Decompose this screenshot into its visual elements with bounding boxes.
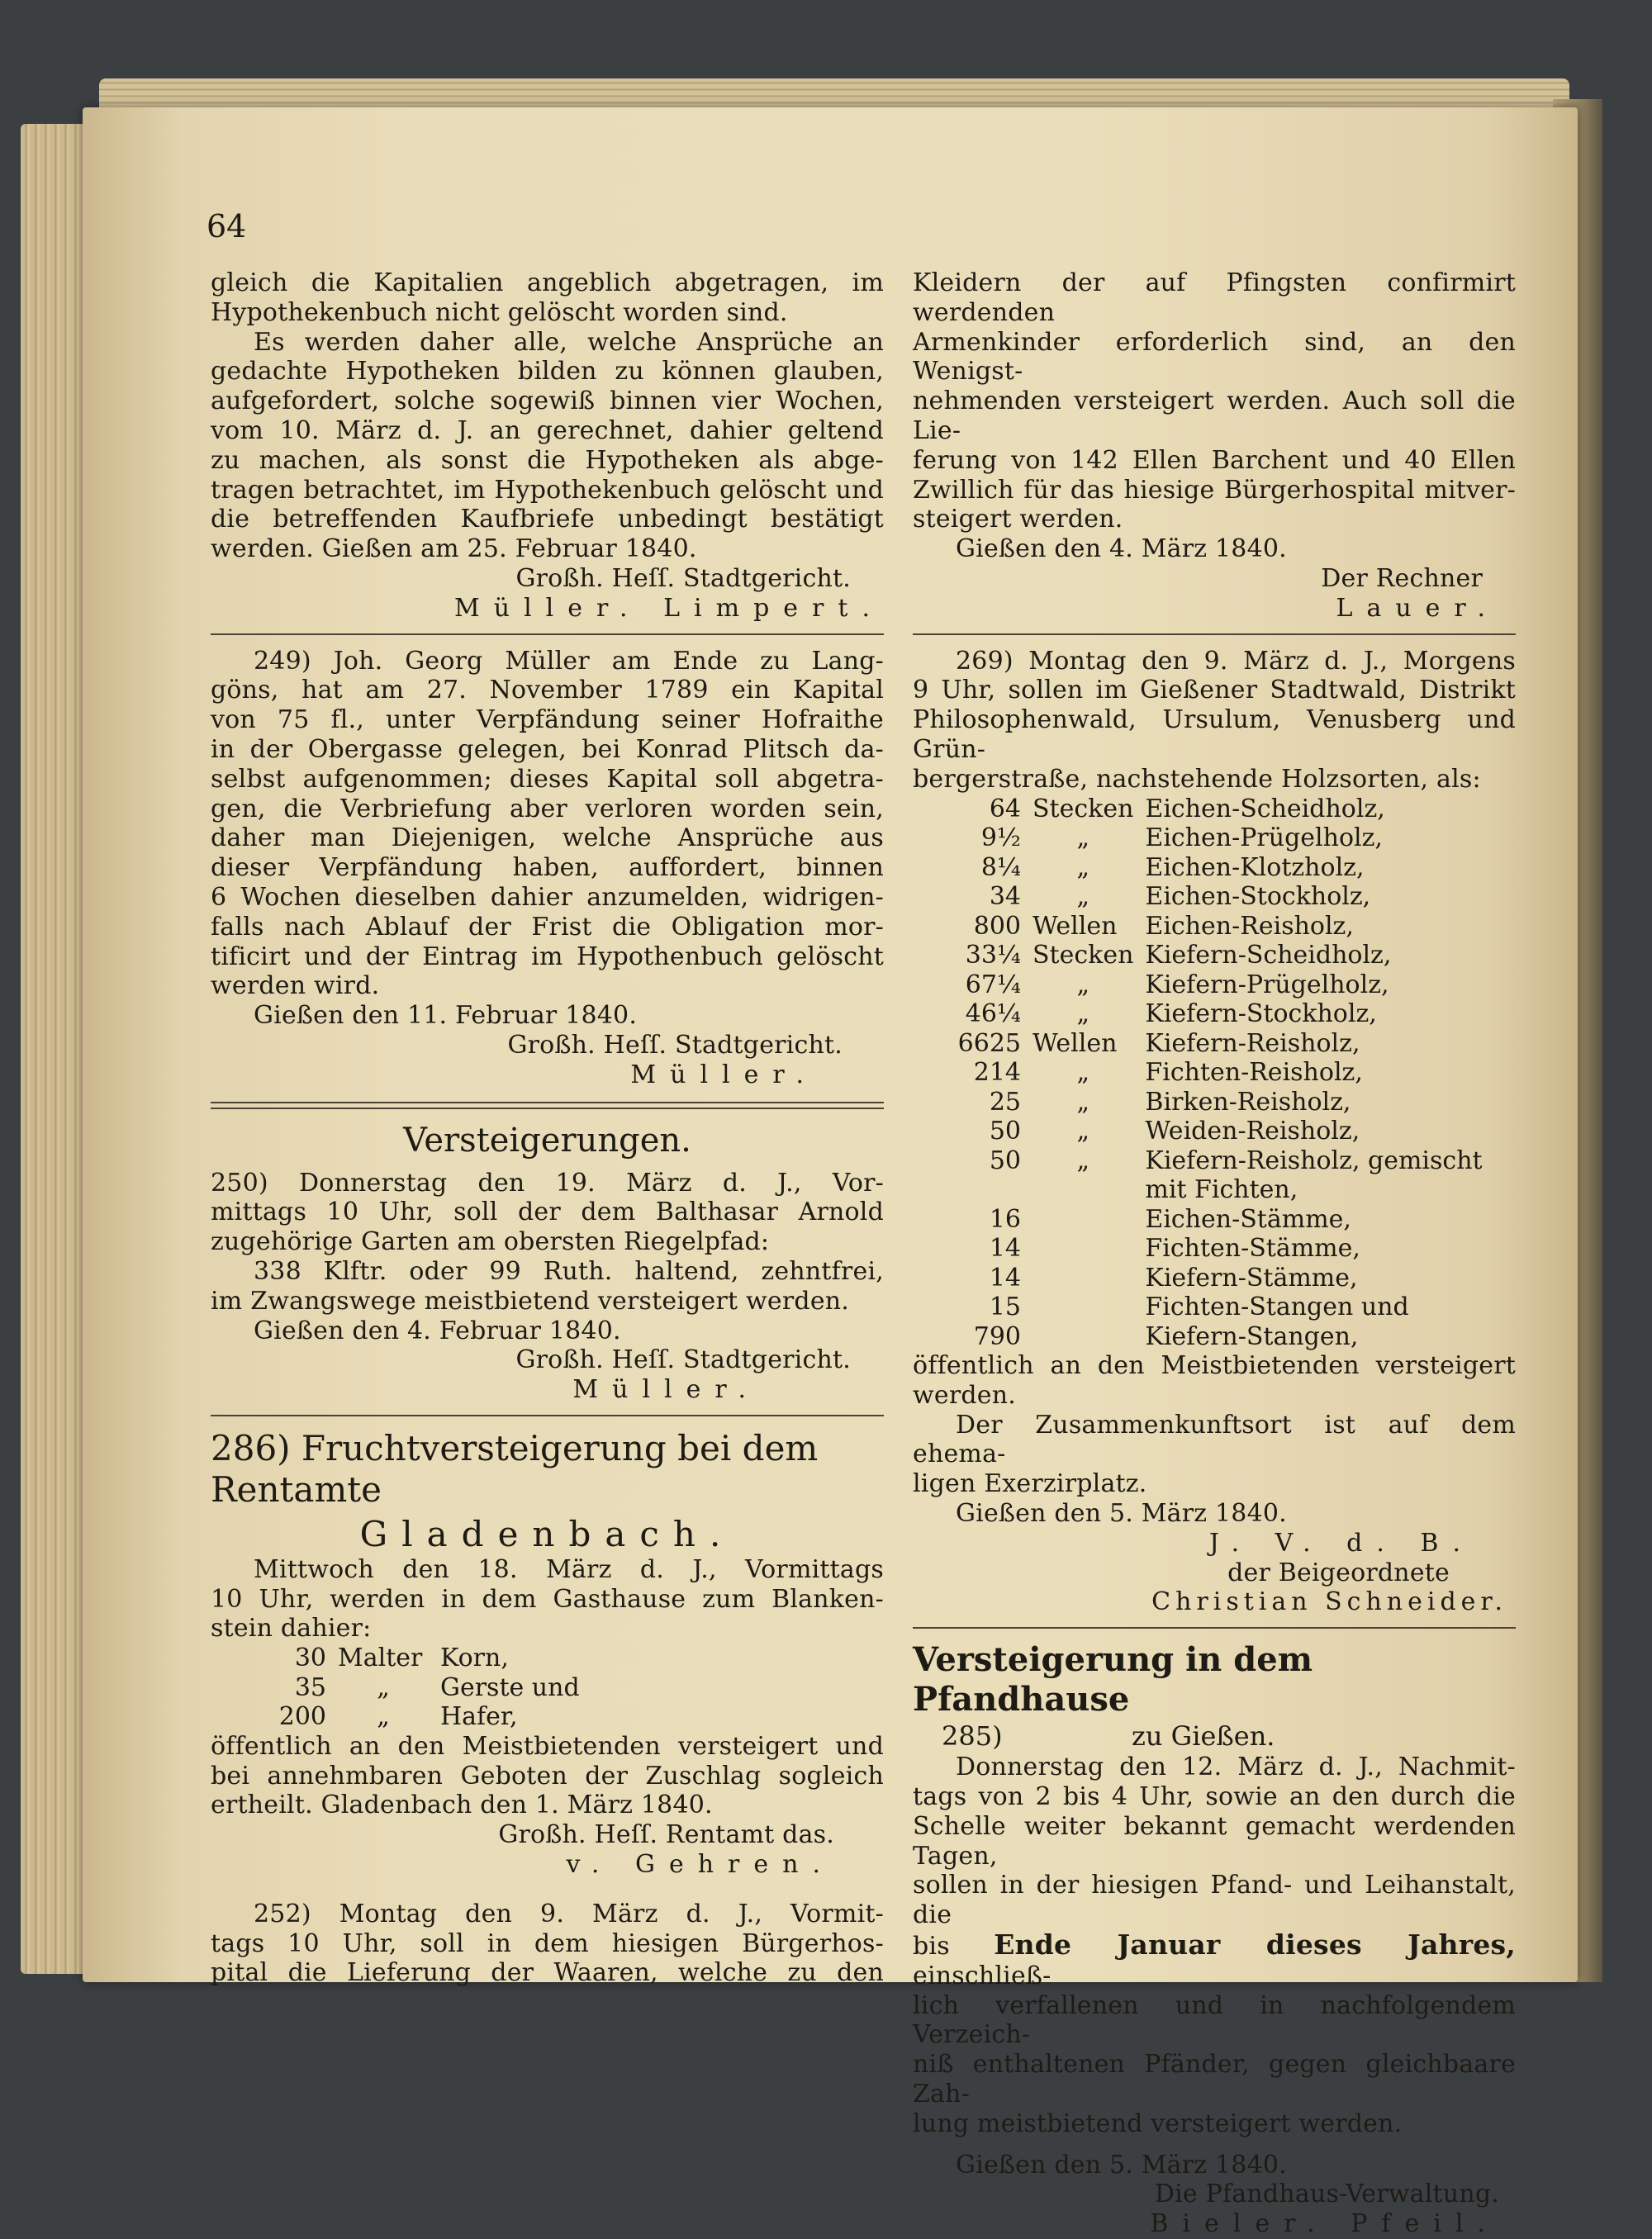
item-unit: „ (1076, 1087, 1089, 1117)
text-line: 252) Montag den 9. März d. J., Vormit- (254, 1899, 884, 1928)
item-unit: „ (1076, 970, 1089, 999)
list-item (929, 912, 1516, 942)
text-line: tragen betrachtet, im Hypothekenbuch gelöscht und (211, 475, 884, 505)
item-quantity: 30 (294, 1644, 326, 1673)
signature-line: Müller. Limpert. (454, 593, 884, 623)
item-quantity (929, 1175, 1032, 1205)
item-name: Kiefern-Reisholz, (1145, 1028, 1360, 1058)
text-line: Der Zusammenkunftsort ist auf dem ehema- (913, 1410, 1516, 1469)
item-unit: „ (1076, 999, 1089, 1029)
item-name: Kiefern-Scheidholz, (1145, 941, 1392, 970)
text-line: Hypothekenbuch nicht gelöscht worden sind. (211, 297, 788, 327)
list-item (929, 941, 1516, 970)
text-line: vom 10. März d. J. an gerechnet, dahier geltend (211, 415, 884, 445)
signature-title: der Beigeordnete (1227, 1558, 1450, 1587)
text-line: Philosophenwald, Ursulum, Venusberg und Grün- (913, 705, 1516, 764)
list-item (929, 1322, 1516, 1352)
item-name: Birken-Reisholz, (1145, 1087, 1351, 1117)
list-item (929, 1234, 1516, 1264)
text-line: zugehörige Garten am obersten Riegelpfad: (211, 1227, 770, 1257)
list-item (929, 853, 1516, 883)
item-unit: Wellen (1032, 1028, 1118, 1058)
date-line: Gießen den 5. März 1840. (956, 1499, 1287, 1529)
text-line: Schelle weiter bekannt gemacht werdenden Tagen, (913, 1811, 1516, 1871)
text-line: 10 Uhr, werden in dem Gasthause zum Blanken- (211, 1584, 884, 1614)
notice-divider (211, 633, 884, 635)
left-column (211, 268, 884, 1988)
text-line: 269) Montag den 9. März d. J., Morgens (956, 646, 1516, 676)
list-item (929, 1088, 1516, 1117)
list-item (929, 970, 1516, 1000)
text-line: ferung von 142 Ellen Barchent und 40 Ellen (913, 445, 1516, 475)
text-line: Armenkinder erforderlich sind, an den Wenigst- (913, 327, 1516, 387)
date-line: Gießen den 11. Februar 1840. (254, 1001, 638, 1031)
item-quantity: 25 (989, 1087, 1021, 1117)
authority-line: Die Pfandhaus-Verwaltung. (1154, 2180, 1499, 2209)
date-line: Gießen den 4. März 1840. (956, 534, 1287, 564)
text-line: 250) Donnerstag den 19. März d. J., Vor- (211, 1168, 884, 1198)
list-item (929, 1058, 1516, 1088)
item-quantity: 64 (989, 794, 1021, 823)
text-line: gen, die Verbriefung aber verloren worden sein, (211, 794, 884, 823)
item-name: Kiefern-Stockholz, (1145, 999, 1377, 1029)
list-item (929, 1293, 1516, 1322)
item-unit: „ (1076, 823, 1089, 853)
text-line: sollen in der hiesigen Pfand- und Leihanstalt, die (913, 1871, 1516, 1930)
text-line: göns, hat am 27. November 1789 ein Kapital (211, 676, 884, 705)
item-quantity: 67¼ (965, 970, 1021, 999)
list-item (268, 1702, 580, 1732)
signature-line: Bieler. Pfeil. (1150, 2209, 1499, 2239)
notice-heading-place: Gladenbach. (359, 1513, 735, 1554)
authority-line: Großh. Heſſ. Stadtgericht. (507, 1030, 843, 1060)
item-name: mit Fichten, (1145, 1175, 1298, 1205)
notice-divider (211, 1415, 884, 1416)
item-unit (1032, 1175, 1145, 1205)
item-quantity: 14 (989, 1234, 1021, 1264)
text-line: werden. Gießen am 25. Februar 1840. (211, 534, 697, 564)
text-line: gleich die Kapitalien angeblich abgetragen, im (211, 268, 884, 297)
text-line: stein dahier: (211, 1614, 372, 1644)
item-quantity: 200 (278, 1702, 326, 1732)
item-quantity: 14 (989, 1263, 1021, 1293)
item-name: Eichen-Klotzholz, (1145, 852, 1365, 882)
text-line: öffentlich an den Meistbietenden versteigert und (211, 1731, 884, 1761)
item-name: Kiefern-Prügelholz, (1145, 970, 1389, 999)
text-line: lung meistbietend versteigert werden. (913, 2109, 1403, 2138)
list-item (929, 1117, 1516, 1146)
page-number: 64 (206, 208, 247, 244)
text-line: bergerstraße, nachstehende Holzsorten, als: (913, 764, 1481, 794)
item-name: Eichen-Stämme, (1145, 1204, 1351, 1234)
item-quantity: 50 (989, 1146, 1021, 1175)
list-item (929, 823, 1516, 853)
notice-subheading-row (913, 1720, 1516, 1753)
text-line: Kleidern der auf Pfingsten confirmirt werdenden (913, 268, 1516, 327)
text-line: steigert werden. (913, 505, 1123, 534)
item-quantity: 50 (989, 1117, 1021, 1146)
text-line: bei annehmbaren Geboten der Zuschlag sogleich (211, 1761, 884, 1791)
date-line: Gießen den 4. Februar 1840. (254, 1316, 621, 1345)
spacer (211, 1880, 884, 1900)
item-unit: „ (1076, 1117, 1089, 1146)
notice-249 (211, 647, 884, 1090)
signature-initials: J. V. d. B. (1208, 1528, 1474, 1558)
text-line: 249) Joh. Georg Müller am Ende zu Lang- (254, 646, 884, 676)
text-line: lich verfallenen und in nachfolgendem Verzeich- (913, 1990, 1516, 2050)
item-name: Kiefern-Stämme, (1145, 1263, 1358, 1293)
item-name: Weiden-Reisholz, (1145, 1117, 1360, 1146)
continuation-notice (211, 268, 884, 624)
list-item (929, 1205, 1516, 1235)
right-column (913, 268, 1516, 2239)
text-line: gedachte Hypotheken bilden zu können glauben, (211, 357, 884, 387)
item-name: Korn, (440, 1644, 509, 1673)
text-line: 6 Wochen dieselben dahier anzumelden, widrigen- (211, 882, 884, 912)
list-item (929, 1146, 1516, 1176)
emphasis-text: Ende Januar dieses Jahres, (994, 1928, 1516, 1961)
text-line: tags von 2 bis 4 Uhr, sowie an den durch die (913, 1782, 1516, 1812)
item-name: Gerste und (440, 1672, 580, 1702)
item-name: Kiefern-Stangen, (1145, 1321, 1359, 1351)
item-quantity: 35 (294, 1672, 326, 1702)
item-quantity: 790 (973, 1321, 1021, 1351)
text-line: selbst aufgenommen; dieses Kapital soll abgetra- (211, 764, 884, 794)
text-line: falls nach Ablauf der Frist die Obligation mor- (211, 912, 884, 942)
item-unit: Stecken (1032, 794, 1134, 823)
text-line: ligen Exerzirplatz. (913, 1469, 1147, 1499)
list-item (929, 1029, 1516, 1059)
list-item (929, 795, 1516, 824)
authority-line: Großh. Heſſ. Rentamt das. (498, 1820, 834, 1850)
item-unit: „ (1076, 1058, 1089, 1088)
notice-divider (913, 1627, 1516, 1629)
item-unit: „ (1076, 1146, 1089, 1175)
text-fragment: bis (913, 1932, 995, 1961)
item-name: Fichten-Reisholz, (1145, 1058, 1363, 1088)
item-unit: Malter (338, 1644, 423, 1673)
item-unit: „ (377, 1672, 390, 1702)
item-name: Eichen-Scheidholz, (1145, 794, 1385, 823)
list-item (268, 1644, 580, 1673)
notice-286 (211, 1428, 884, 1880)
authority-line: Großh. Heſſ. Stadtgericht. (515, 563, 851, 593)
notice-divider (913, 633, 1516, 635)
notice-number: 285) (942, 1720, 1003, 1753)
notice-269 (913, 647, 1516, 1618)
text-line: Donnerstag den 12. März d. J., Nachmit- (956, 1753, 1516, 1782)
signature-line: Müller. (572, 1375, 760, 1405)
text-line: niß enthaltenen Pfänder, gegen gleichbaare Zah- (913, 2050, 1516, 2109)
grain-list (268, 1644, 580, 1732)
item-unit (1032, 1264, 1145, 1293)
list-item (929, 882, 1516, 912)
text-line: in der Obergasse gelegen, bei Konrad Plitsch da- (211, 734, 884, 764)
text-line: öffentlich an den Meistbietenden versteigert werden. (913, 1351, 1516, 1410)
text-line-emphasis (913, 1930, 1516, 1991)
text-line: von 75 fl., unter Verpfändung seiner Hofraithe (211, 705, 884, 735)
text-line: Zwillich für das hiesige Bürgerhospital mitver- (913, 475, 1516, 505)
authority-line: Großh. Heſſ. Stadtgericht. (515, 1345, 851, 1375)
text-line: aufgefordert, solche sogewiß binnen vier Wochen, (211, 387, 884, 416)
notice-252 (211, 1900, 884, 1988)
text-line: ertheilt. Gladenbach den 1. März 1840. (211, 1791, 713, 1820)
notice-subheading: zu Gießen. (1132, 1720, 1275, 1753)
item-unit: „ (377, 1702, 390, 1732)
item-name: Fichten-Stämme, (1145, 1234, 1360, 1264)
list-item (929, 1175, 1516, 1205)
list-item (929, 999, 1516, 1029)
text-line: daher man Diejenigen, welche Ansprüche aus (211, 823, 884, 853)
wood-list (929, 795, 1516, 1352)
item-quantity: 6625 (957, 1028, 1021, 1058)
item-name: Hafer, (440, 1702, 518, 1732)
item-unit (1032, 1205, 1145, 1235)
item-name: Kiefern-Reisholz, gemischt (1145, 1146, 1483, 1175)
text-line: Es werden daher alle, welche Ansprüche an (254, 327, 884, 357)
text-line: im Zwangswege meistbietend versteigert werden. (211, 1286, 850, 1316)
item-unit: Stecken (1032, 941, 1134, 970)
item-unit (1032, 1293, 1145, 1322)
item-unit: „ (1076, 882, 1089, 912)
item-unit: „ (1076, 852, 1089, 882)
item-unit (1032, 1234, 1145, 1264)
notice-252-continued (913, 268, 1516, 624)
item-quantity: 8¼ (980, 852, 1021, 882)
item-quantity: 9½ (980, 823, 1021, 853)
item-quantity: 34 (989, 882, 1021, 912)
text-line: mittags 10 Uhr, soll der dem Balthasar Arnold (211, 1198, 884, 1227)
text-line: tags 10 Uhr, soll in dem hiesigen Bürgerhos- (211, 1928, 884, 1958)
item-quantity: 46¼ (965, 999, 1021, 1029)
text-line: tificirt und der Eintrag im Hypothenbuch gelöscht (211, 942, 884, 971)
text-line: 9 Uhr, sollen im Gießener Stadtwald, Distrikt (913, 676, 1516, 705)
signature-line: v. Gehren. (566, 1849, 834, 1879)
text-line: pital die Lieferung der Waaren, welche zu den (211, 1958, 884, 1988)
section-divider (211, 1102, 884, 1109)
notice-250 (211, 1169, 884, 1405)
notice-heading: 286) Fruchtversteigerung bei dem Rentamte (211, 1427, 819, 1510)
text-line: nehmenden versteigert werden. Auch soll die Lie- (913, 387, 1516, 445)
item-quantity: 800 (973, 911, 1021, 941)
text-fragment: einschließ- (913, 1961, 1051, 1990)
text-line: die betreffenden Kaufbriefe unbedingt bestätigt (211, 505, 884, 534)
item-unit (1032, 1322, 1145, 1352)
text-line: 338 Klftr. oder 99 Ruth. haltend, zehntfrei, (254, 1256, 884, 1286)
text-line: zu machen, als sonst die Hypotheken als abge- (211, 445, 884, 475)
item-name: Eichen-Stockholz, (1145, 882, 1371, 912)
item-quantity: 214 (973, 1058, 1021, 1088)
item-quantity: 33¼ (965, 941, 1021, 970)
item-name: Fichten-Stangen und (1145, 1293, 1409, 1322)
text-line: werden wird. (211, 971, 380, 1001)
notice-heading: Versteigerung in dem Pfandhause (913, 1640, 1313, 1720)
signature-line: Christian Schneider. (1151, 1587, 1507, 1617)
item-unit: Wellen (1032, 911, 1118, 941)
item-name: Eichen-Reisholz, (1145, 911, 1354, 941)
item-quantity: 15 (989, 1293, 1021, 1322)
list-item (268, 1673, 580, 1703)
date-line: Gießen den 5. März 1840. (956, 2150, 1287, 2180)
item-name: Eichen-Prügelholz, (1145, 823, 1383, 853)
text-line: dieser Verpfändung haben, auffordert, binnen (211, 853, 884, 883)
section-heading: Versteigerungen. (403, 1121, 691, 1160)
authority-line: Der Rechner (1321, 563, 1483, 593)
notice-285 (913, 1640, 1516, 2239)
signature-line: Müller. (630, 1060, 818, 1089)
text-line: Mittwoch den 18. März d. J., Vormittags (254, 1554, 884, 1584)
item-quantity: 16 (989, 1204, 1021, 1234)
list-item (929, 1264, 1516, 1293)
signature-line: Lauer. (1336, 593, 1499, 623)
